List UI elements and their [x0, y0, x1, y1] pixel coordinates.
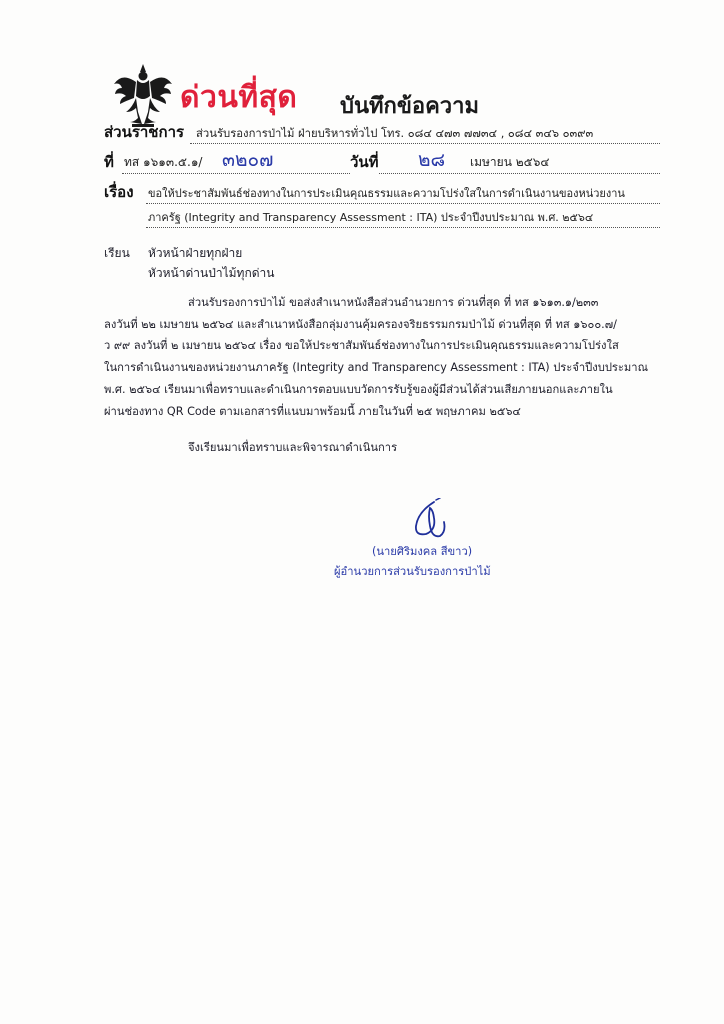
- body-line: ว ๙๙ ลงวันที่ ๒ เมษายน ๒๕๖๔ เรื่อง ขอให้ประชาสัมพันธ์ช่องทางในการประเมินคุณธรรมและความโปร่งใส: [104, 339, 619, 353]
- salutation-label: เรียน: [104, 246, 130, 260]
- date-day: ๒๘: [418, 149, 446, 171]
- department-label: ส่วนราชการ: [104, 123, 185, 141]
- urgency-stamp: ด่วนที่สุด: [180, 80, 298, 115]
- body-paragraph: [104, 292, 664, 422]
- dotted-line: [190, 143, 660, 144]
- department-value: ส่วนรับรองการป่าไม้ ฝ่ายบริหารทั่วไป โทร. ๐๘๔ ๔๗๓ ๗๗๓๔ , ๐๘๔ ๓๔๖ ๐๓๙๓: [196, 127, 594, 140]
- reference-label: ที่: [104, 153, 114, 171]
- body-line: ในการดำเนินงานของหน่วยงานภาครัฐ (Integrity and Transparency Assessment : ITA) ประจำปีงบประมาณ: [104, 361, 648, 375]
- signer-position: ผู้อำนวยการส่วนรับรองการป่าไม้: [334, 565, 491, 578]
- department-row: [104, 122, 660, 146]
- date-label: วันที่: [350, 150, 379, 174]
- recipient-2: หัวหน้าด่านป่าไม้ทุกด่าน: [148, 266, 275, 280]
- body-line: ผ่านช่องทาง QR Code ตามเอกสารที่แนบมาพร้อมนี้ ภายในวันที่ ๒๕ พฤษภาคม ๒๕๖๔: [104, 404, 521, 418]
- subject-label: เรื่อง: [104, 183, 134, 201]
- body-line: ลงวันที่ ๒๒ เมษายน ๒๕๖๔ และสำเนาหนังสือกลุ่มงานคุ้มครองจริยธรรมกรมป่าไม้ ด่วนที่สุด ที่ ทส ๑๖๐๐.๗/: [104, 317, 617, 331]
- subject-row-continued: [104, 206, 660, 230]
- document-title: บันทึกข้อความ: [340, 93, 480, 119]
- reference-number: ๓๒๐๗: [222, 149, 274, 171]
- date-month-year: เมษายน ๒๕๖๔: [470, 155, 550, 169]
- dotted-line: [146, 227, 660, 228]
- body-line: พ.ศ. ๒๕๖๔ เรียนมาเพื่อทราบและดำเนินการตอบแบบวัดการรับรู้ของผู้มีส่วนได้ส่วนเสียภายนอกและภายใน: [104, 382, 613, 396]
- dotted-line: [122, 173, 660, 174]
- body-line: ส่วนรับรองการป่าไม้ ขอส่งสำเนาหนังสือส่วนอำนวยการ ด่วนที่สุด ที่ ทส ๑๖๑๓.๑/๒๓๓: [188, 296, 599, 309]
- recipient-1: หัวหน้าฝ่ายทุกฝ่าย: [148, 246, 243, 260]
- garuda-emblem-icon: [112, 62, 174, 128]
- subject-line-2: ภาครัฐ (Integrity and Transparency Assessment : ITA) ประจำปีงบประมาณ พ.ศ. ๒๕๖๔: [148, 211, 594, 224]
- subject-line-1: ขอให้ประชาสัมพันธ์ช่องทางในการประเมินคุณธรรมและความโปร่งใสในการดำเนินงานของหน่วยงาน: [148, 187, 625, 200]
- reference-row: [104, 149, 660, 176]
- reference-prefix: ทส ๑๖๑๓.๕.๑/: [124, 155, 203, 169]
- subject-row: [104, 182, 660, 206]
- closing-line: จึงเรียนมาเพื่อทราบและพิจารณาดำเนินการ: [188, 441, 398, 454]
- handwritten-signature: [400, 498, 460, 542]
- dotted-line: [146, 203, 660, 204]
- signer-name: (นายศิริมงคล สีขาว): [372, 545, 473, 558]
